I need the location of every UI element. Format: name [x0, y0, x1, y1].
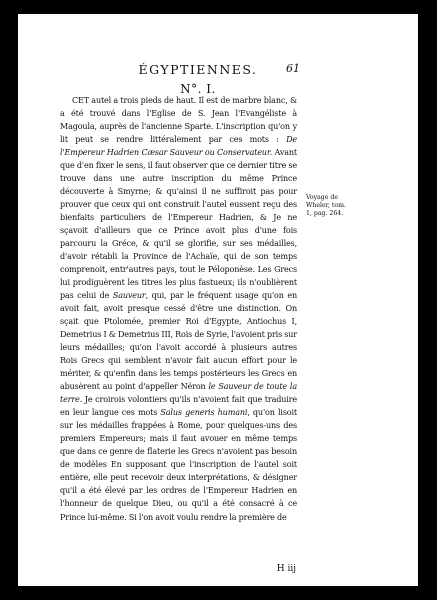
body-text-run: CET autel a trois pieds de haut. Il est de marbre blanc, & a été trouvé dans l'Eglise de S. Jean l'Evangéliste à Magoula, auprès de l'ancienne Sparte. L'inscription qu'on y lit peut se rendre littéralement par ces mots :	[60, 96, 297, 145]
body-text-italic: Salus generis humani	[160, 408, 248, 418]
body-text	[60, 94, 297, 524]
body-text-italic: le Sauveur de toute la terre.	[60, 382, 297, 405]
page-number: 61	[286, 62, 300, 75]
running-head	[18, 62, 418, 76]
book-page	[18, 14, 418, 586]
body-text-italic: Sauveur	[112, 291, 146, 301]
body-text-run: , qu'on lisoit sur les médailles frappées à Rome, pour quelques-uns des premiers Empereurs; mais il faut avouer en même temps que dans ce genre de flaterie les Grecs n'avoient pas besoin de modèles En supposant que l'inscription de l'autel soit entière, elle peut recevoir deux interprétations, & désigner qu'il a été élevé par les ordres de l'Empereur Hadrien en l'honneur de quelque Dieu, ou qu'il a été consacré à ce Prince lui-même. Si l'on avoit voulu rendre la première de	[60, 408, 297, 522]
body-text-italic: De l'Empereur Hadrien Cæsar Sauveur ou Conservateur.	[60, 135, 297, 158]
running-title: ÉGYPTIENNES.	[138, 62, 258, 77]
body-text-run: Je croirois volontiers qu'ils n'avoient fait que traduire en leur langue ces mots	[60, 395, 297, 418]
section-number: N°. I.	[180, 82, 216, 96]
body-text-run: Avant que d'en fixer le sens, il faut observer que ce dernier titre se trouve dans une autre inscription du même Prince découverte à Smyrne; & qu'ainsi il ne suffiroit pas pour prouver que ceux qui ont construit l'autel eussent reçu des bienfaits particuliers de l'Empereur Hadrien, & Je ne sçavoit d'ailleurs que ce Prince avoit plus d'une fois parcouru la Gréce, & qu'il se glorifie, sur ses médailles, d'avoir rétabli la Province de l'Achaïe, qui de son temps comprenoit, entr'autres pays, tout le Péloponèse. Les Grecs lui prodiguèrent les titres les plus fastueux; ils n'oublièrent pas celui de	[60, 148, 297, 301]
margin-note: Voyage de Wheler, tom. 1, pag. 264.	[306, 194, 346, 217]
body-text-run: , qui, par le fréquent usage qu'on en avoit fait, avoit presque cessé d'être une distinction. On sçait que Ptolomée, premier Roi d'Egypte, Antiochus I, Demetrius I & Demetrius III, Rois de Syrie, l'avoient pris sur leurs médailles; qu'on l'avoit accordé à plusieurs autres Rois Grecs qui semblent n'avoir fait aucun effort pour le mériter, & qu'enfin dans les temps postérieurs les Grecs en abusèrent au point d'appeller Néron	[60, 291, 297, 392]
signature-mark: H iij	[276, 564, 296, 574]
